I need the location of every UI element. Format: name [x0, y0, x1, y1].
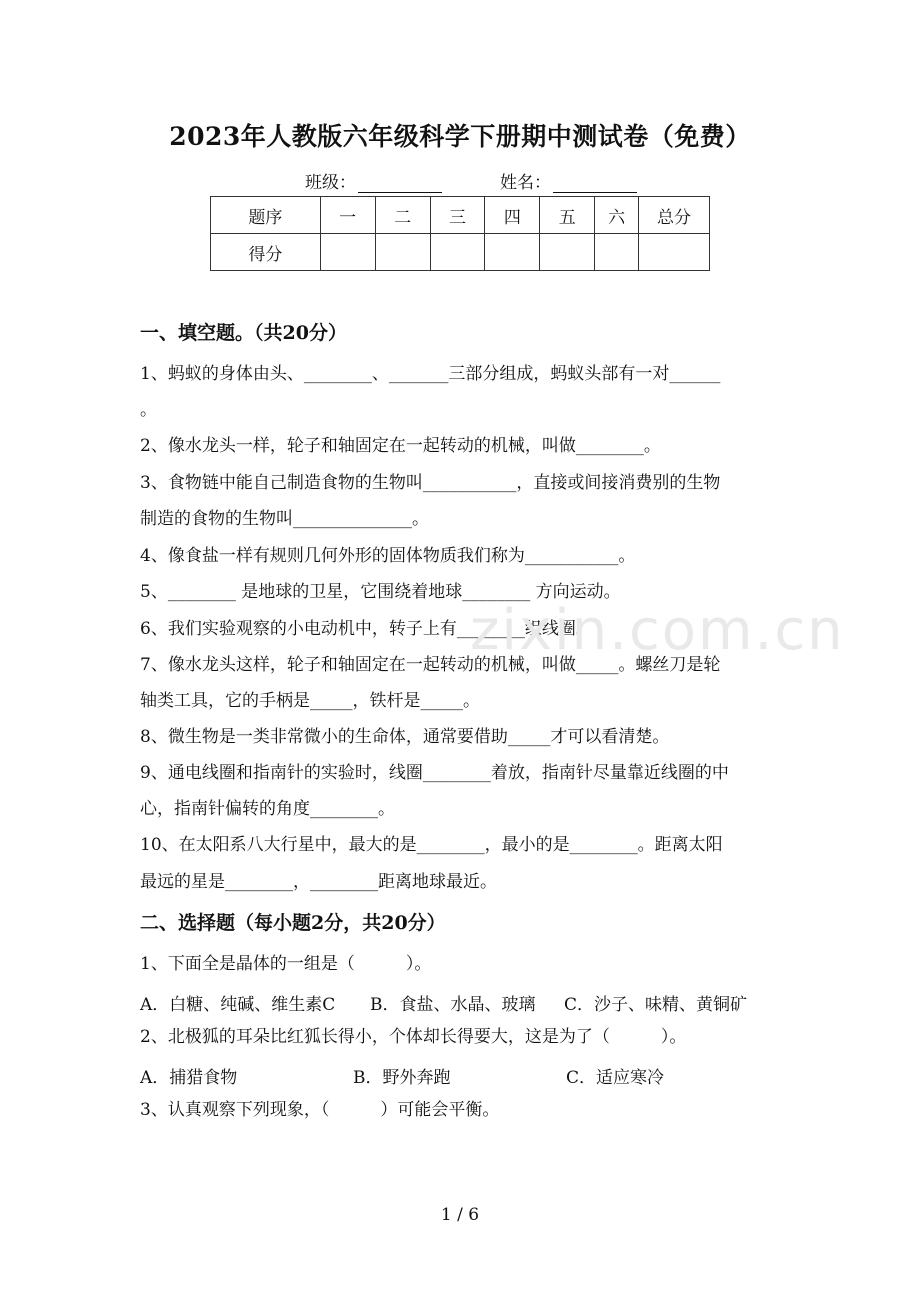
question-line: 轴类工具，它的手柄是_____，铁杆是_____。 — [140, 691, 480, 711]
question-line: 1、下面全是晶体的一组是（ ）。 — [140, 954, 432, 974]
question-line: 3、食物链中能自己制造食物的生物叫___________，直接或间接消费别的生物 — [140, 473, 721, 493]
question-line: 1、蚂蚁的身体由头、________、_______三部分组成，蚂蚁头部有一对______ — [140, 364, 721, 384]
option-b[interactable]: B．野外奔跑 — [353, 1068, 451, 1088]
question-line: 9、通电线圈和指南针的实验时，线圈________着放，指南针尽量靠近线圈的中 — [140, 763, 729, 783]
option-c[interactable]: C．沙子、味精、黄铜矿 — [564, 995, 748, 1015]
question-line: 6、我们实验观察的小电动机中，转子上有________组线圈。 — [140, 619, 593, 639]
question-line: 4、像食盐一样有规则几何外形的固体物质我们称为___________。 — [140, 546, 636, 566]
section1-heading: 一、填空题。（共20分） — [140, 322, 347, 344]
score-header-cell: 五 — [540, 197, 595, 234]
option-b[interactable]: B．食盐、水晶、玻璃 — [370, 995, 536, 1015]
score-row-label: 得分 — [211, 234, 321, 271]
page-title: 2023年人教版六年级科学下册期中测试卷（免费） — [169, 122, 751, 151]
score-header-cell: 二 — [375, 197, 430, 234]
name-field[interactable] — [500, 168, 637, 193]
class-label: 班级： — [305, 173, 356, 193]
score-cell[interactable] — [430, 234, 485, 271]
question-line: 制造的食物的生物叫______________。 — [140, 509, 429, 529]
question-line: 最远的星是________，________距离地球最近。 — [140, 872, 497, 892]
score-table-header-row — [211, 197, 710, 234]
name-blank[interactable] — [553, 172, 637, 193]
option-a[interactable]: A．白糖、纯碱、维生素C — [140, 995, 336, 1015]
section2-heading: 二、选择题（每小题2分，共20分） — [140, 912, 446, 934]
score-cell[interactable] — [595, 234, 639, 271]
score-header-cell: 三 — [430, 197, 485, 234]
watermark: zixin.com.cn — [470, 598, 845, 663]
score-table-score-row — [211, 234, 710, 271]
score-cell[interactable] — [320, 234, 375, 271]
option-a[interactable]: A．捕猎食物 — [140, 1068, 238, 1088]
question-line: 8、微生物是一类非常微小的生命体，通常要借助_____才可以看清楚。 — [140, 727, 670, 747]
question-line: 10、在太阳系八大行星中，最大的是________，最小的是________。距离太阳 — [140, 835, 723, 855]
score-cell[interactable] — [485, 234, 540, 271]
score-cell[interactable] — [375, 234, 430, 271]
question-line: 。 — [140, 400, 157, 420]
score-cell[interactable] — [540, 234, 595, 271]
class-field[interactable] — [305, 168, 442, 193]
question-line: 3、认真观察下列现象，（ ）可能会平衡。 — [140, 1100, 500, 1120]
class-blank[interactable] — [358, 172, 442, 193]
question-line: 5、________ 是地球的卫星，它围绕着地球________ 方向运动。 — [140, 582, 621, 602]
question-line: 7、像水龙头这样，轮子和轴固定在一起转动的机械，叫做_____。螺丝刀是轮 — [140, 655, 721, 675]
question-line: 心，指南针偏转的角度________。 — [140, 799, 395, 819]
score-cell[interactable] — [639, 234, 710, 271]
score-header-cell: 一 — [320, 197, 375, 234]
question-line: 2、像水龙头一样，轮子和轴固定在一起转动的机械，叫做________。 — [140, 436, 661, 456]
score-header-cell: 总分 — [639, 197, 710, 234]
score-header-cell: 题序 — [211, 197, 321, 234]
score-header-cell: 六 — [595, 197, 639, 234]
score-table — [210, 196, 710, 271]
page-number: 1 / 6 — [440, 1205, 480, 1225]
option-c[interactable]: C．适应寒冷 — [566, 1068, 665, 1088]
question-line: 2、北极狐的耳朵比红狐长得小，个体却长得要大，这是为了（ ）。 — [140, 1027, 687, 1047]
name-label: 姓名： — [500, 173, 551, 193]
score-header-cell: 四 — [485, 197, 540, 234]
